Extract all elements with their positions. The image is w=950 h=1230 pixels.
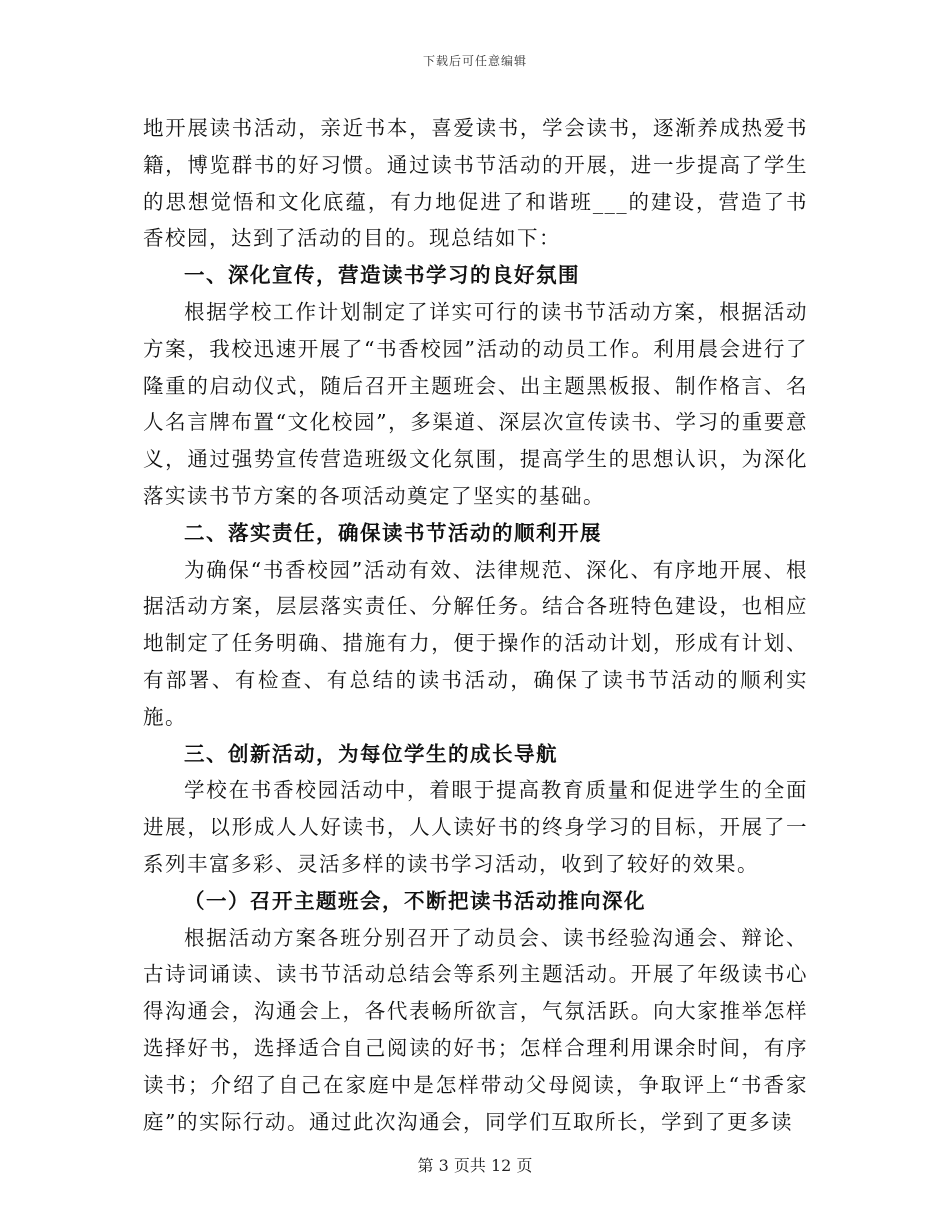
paragraph-section-3: 学校在书香校园活动中，着眼于提高教育质量和促进学生的全面进展，以形成人人好读书，人人读好书的终身学习的目标，开展了一系列丰富多彩、灵活多样的读书学习活动，收到了较好的效果。 [143,778,808,876]
paragraph-section-1: 根据学校工作计划制定了详实可行的读书节活动方案，根据活动方案，我校迅速开展了“书香校园”活动的动员工作。利用晨会进行了隆重的启动仪式，随后召开主题班会、出主题黑板报、制作格言、名人名言牌布置“文化校园”，多渠道、深层次宣传读书、学习的重要意义，通过强势宣传营造班级文化氛围，提高学生的思想认识，为深化落实读书节方案的各项活动奠定了坚实的基础。 [143,299,808,508]
paragraph-intro-continuation: 地开展读书活动，亲近书本，喜爱读书，学会读书，逐渐养成热爱书籍，博览群书的好习惯。通过读书节活动的开展，进一步提高了学生的思想觉悟和文化底蕴，有力地促进了和谐班___的建设，营造了书香校园，达到了活动的目的。现总结如下： [143,116,808,251]
page-header: 下载后可任意编辑 [422,54,527,68]
paragraph-section-2: 为确保“书香校园”活动有效、法律规范、深化、有序地开展、根据活动方案，层层落实责任、分解任务。结合各班特色建设，也相应地制定了任务明确、措施有力，便于操作的活动计划，形成有计划、有部署、有检查、有总结的读书活动，确保了读书节活动的顺利实施。 [143,557,808,729]
page-number-footer: 第 3 页共 12 页 [417,1156,533,1175]
section-heading-2: 二、落实责任，确保读书节活动的顺利开展 [184,520,602,545]
subsection-heading-1: （一）召开主题班会，不断把读书活动推向深化 [184,888,646,913]
document-body [143,110,808,1140]
section-heading-1: 一、深化宣传，营造读书学习的良好氛围 [184,263,580,288]
section-heading-3: 三、创新活动，为每位学生的成长导航 [184,741,558,766]
paragraph-subsection-1: 根据活动方案各班分别召开了动员会、读书经验沟通会、辩论、古诗词诵读、读书节活动总结会等系列主题活动。开展了年级读书心得沟通会，沟通会上，各代表畅所欲言，气氛活跃。向大家推举怎样选择好书，选择适合自己阅读的好书；怎样合理利用课余时间，有序读书；介绍了自己在家庭中是怎样带动父母阅读，争取评上“书香家庭”的实际行动。通过此次沟通会，同学们互取所长，学到了更多读 [143,925,808,1134]
